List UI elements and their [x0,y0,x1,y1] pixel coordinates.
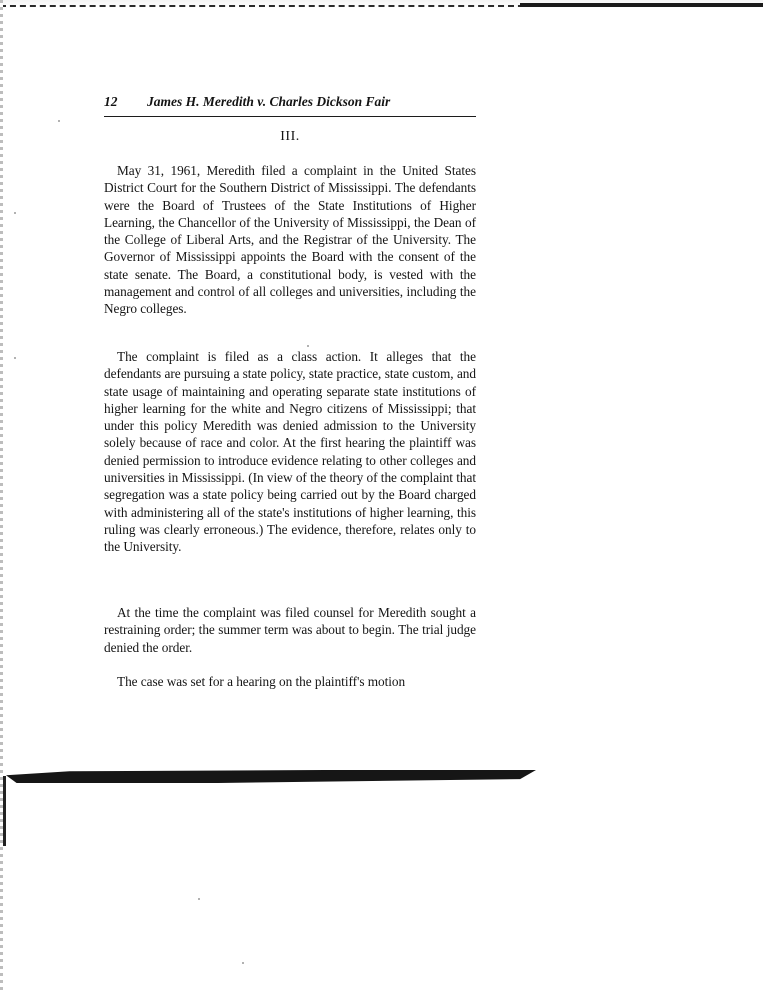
paragraph-complaint-filed: May 31, 1961, Meredith filed a complaint in the United States District Court for the Southern District of Mississippi. The defendants were the Board of Trustees of the State Institutions of Higher Learning, the Chancellor of the University of Mississippi, the Dean of the College of Liberal Arts, and the Registrar of the University. The Governor of Mississippi appoints the Board with the consent of the state senate. The Board, a constitutional body, is vested with the management and control of all colleges and universities, including the Negro colleges. [104,163,476,317]
scan-speck [14,212,16,214]
scan-speck [242,962,244,964]
scan-speck [307,345,309,347]
paragraph-class-action: The complaint is filed as a class action. It alleges that the defendants are pursuing a state policy, state practice, state custom, and state usage of maintaining and operating separate state institutions of higher learning for the white and Negro citizens of Mississippi; that under this policy Meredith was denied admission to the University solely because of race and color. At the first hearing the plaintiff was denied permission to introduce evidence relating to other colleges and universities in Mississippi. (In view of the theory of the complaint that segregation was a state policy being carried out by the Board charged with administering all of the state's institutions of higher learning, this ruling was clearly erroneous.) The evidence, therefore, relates only to the University. [104,349,476,555]
page-number: 12 [104,94,118,109]
scan-bottom-bar [6,770,536,783]
scan-speck [14,357,16,359]
paragraph-hearing: The case was set for a hearing on the plaintiff's motion [117,674,406,689]
scan-speck [58,120,60,122]
scan-speck [198,898,200,900]
header-rule [104,116,476,117]
paragraph-restraining-order: At the time the complaint was filed counsel for Meredith sought a restraining order; the summer term was about to begin. The trial judge denied the order. [104,605,476,655]
scan-bottom-hook [3,776,6,846]
running-title: James H. Meredith v. Charles Dickson Fair [147,94,391,109]
page-header [104,91,476,113]
scan-top-bar [520,3,763,7]
section-heading: III. [280,129,300,144]
